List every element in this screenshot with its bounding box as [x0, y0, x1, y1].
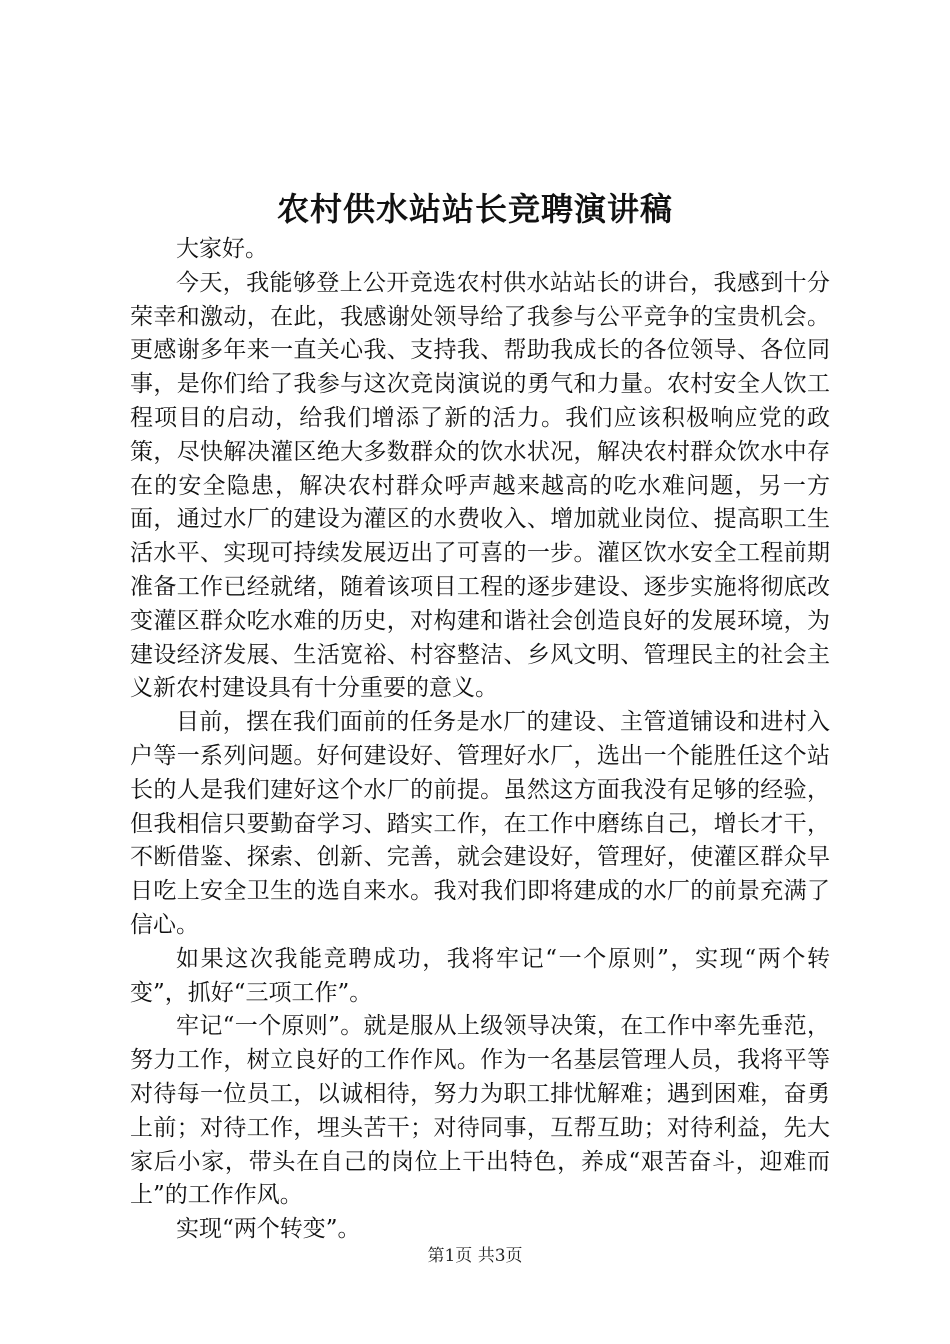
document-title: 农村供水站站长竞聘演讲稿 [276, 190, 673, 228]
paragraph-commitment: 如果这次我能竞聘成功，我将牢记“一个原则”，实现“两个转变”，抓好“三项工作”。 [130, 945, 830, 1006]
document-body [130, 233, 830, 1247]
page-footer: 第1页 共3页 [427, 1246, 523, 1266]
paragraph-opening: 今天，我能够登上公开竞选农村供水站站长的讲台，我感到十分荣幸和激动，在此，我感谢处领导给了我参与公平竞争的宝贵机会。更感谢多年来一直关心我、支持我、帮助我成长的各位领导、各位同事，是你们给了我参与这次竞岗演说的勇气和力量。农村安全人饮工程项目的启动，给我们增添了新的活力。我们应该积极响应党的政策，尽快解决灌区绝大多数群众的饮水状况，解决农村群众饮水中存在的安全隐患，解决农村群众呼声越来越高的吃水难问题，另一方面，通过水厂的建设为灌区的水费收入、增加就业岗位、提高职工生活水平、实现可持续发展迈出了可喜的一步。灌区饮水安全工程前期准备工作已经就绪，随着该项目工程的逐步建设、逐步实施将彻底改变灌区群众吃水难的历史，对构建和谐社会创造良好的发展环境，为建设经济发展、生活宽裕、村容整洁、乡风文明、管理民主的社会主义新农村建设具有十分重要的意义。 [130, 269, 830, 702]
paragraph-two-changes: 实现“两个转变”。 [176, 1216, 361, 1243]
paragraph-one-principle: 牢记“一个原则”。就是服从上级领导决策，在工作中率先垂范，努力工作，树立良好的工作作风。作为一名基层管理人员，我将平等对待每一位员工，以诚相待，努力为职工排忧解难；遇到困难，奋勇上前；对待工作，埋头苦干；对待同事，互帮互助；对待利益，先大家后小家，带头在自己的岗位上干出特色，养成“艰苦奋斗，迎难而上”的工作作风。 [130, 1013, 830, 1209]
paragraph-current-task: 目前，摆在我们面前的任务是水厂的建设、主管道铺设和进村入户等一系列问题。好何建设好、管理好水厂，选出一个能胜任这个站长的人是我们建好这个水厂的前提。虽然这方面我没有足够的经验，但我相信只要勤奋学习、踏实工作，在工作中磨练自己，增长才干，不断借鉴、探索、创新、完善，就会建设好，管理好，使灌区群众早日吃上安全卫生的选自来水。我对我们即将建成的水厂的前景充满了信心。 [130, 709, 830, 938]
paragraph-greeting: 大家好。 [176, 236, 268, 262]
